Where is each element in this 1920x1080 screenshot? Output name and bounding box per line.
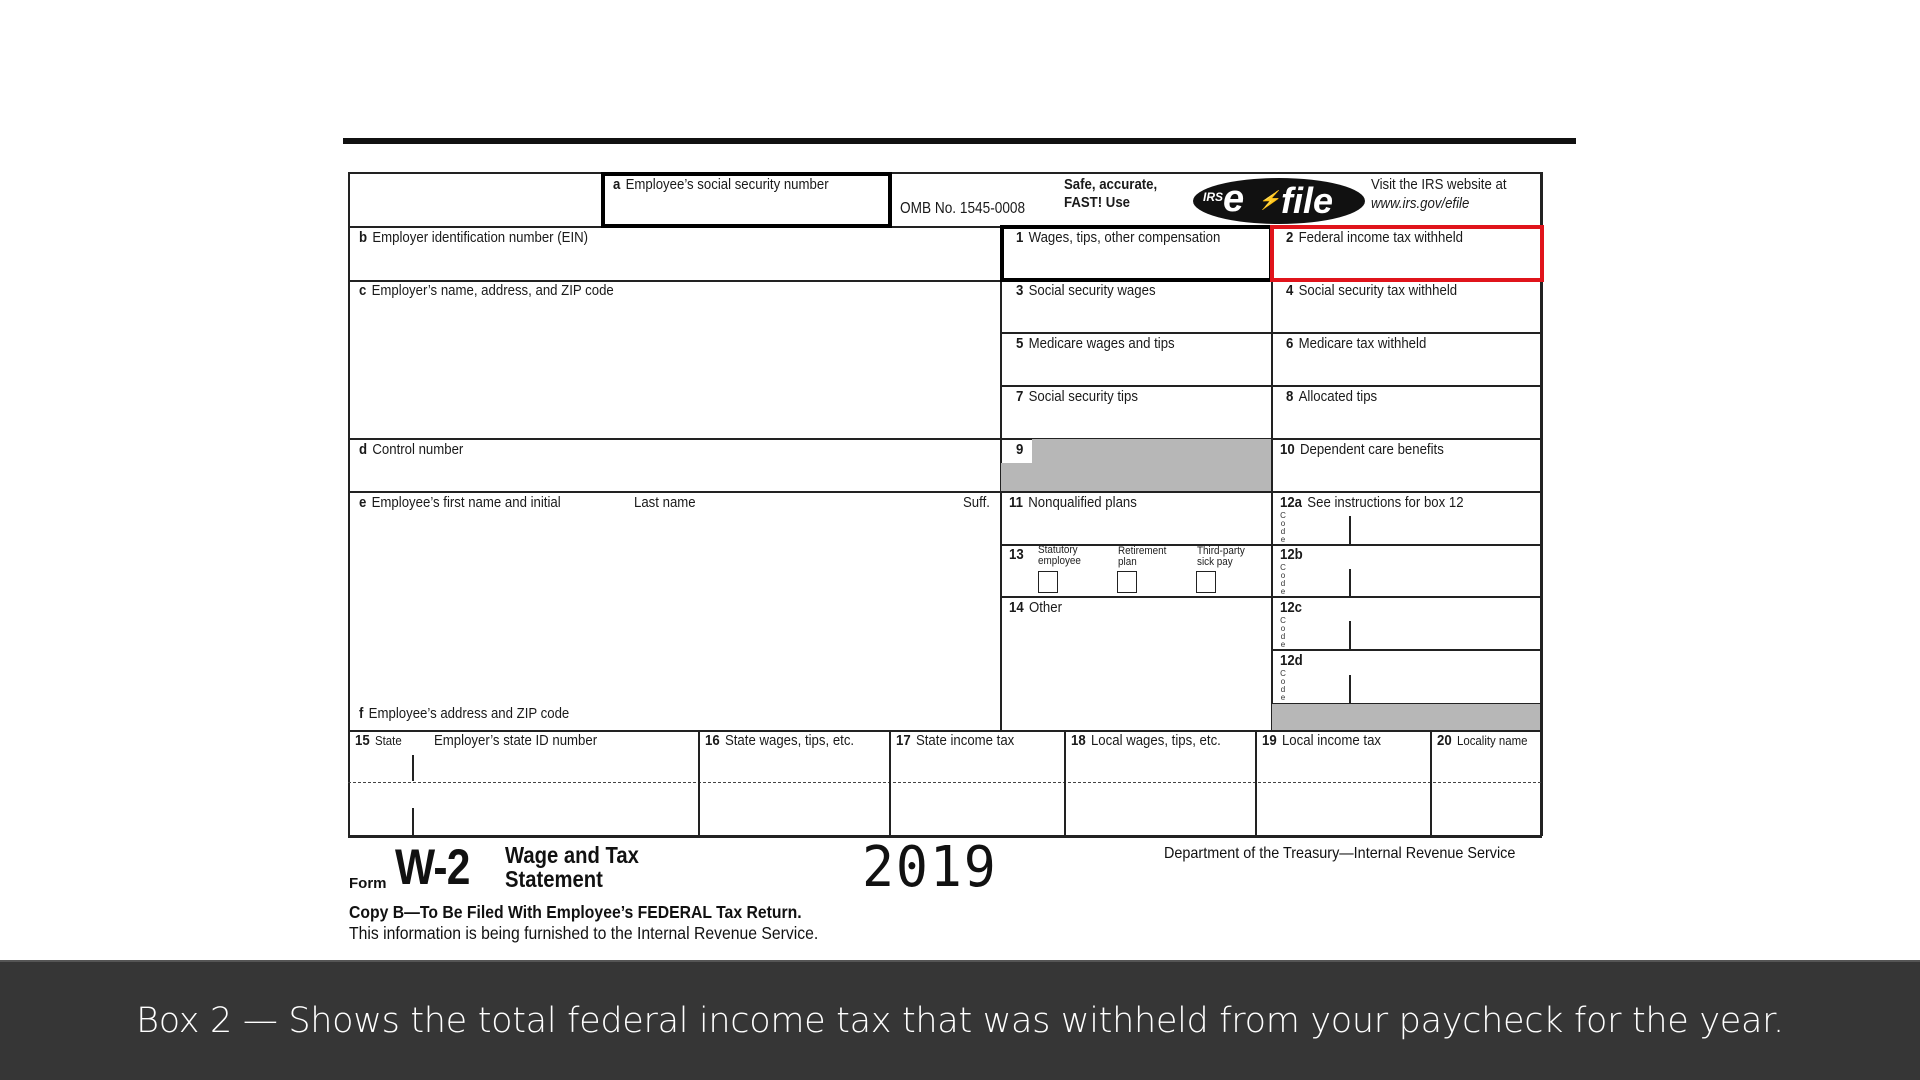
retirement-plan-label: Retirement plan [1118, 545, 1167, 568]
box-c-label: c Employer’s name, address, and ZIP code [359, 282, 614, 299]
box-7-label: 7 Social security tips [1016, 388, 1138, 405]
box-b-ein-field[interactable] [349, 228, 999, 279]
omb-number: OMB No. 1545-0008 [900, 200, 1026, 217]
top-rule [343, 138, 1576, 144]
box-16-label: 16 State wages, tips, etc. [705, 732, 855, 749]
box-c-employer-field[interactable] [349, 281, 999, 437]
form-name-w2: W-2 [395, 839, 470, 895]
box-15-state-id-label: Employer’s state ID number [434, 732, 598, 749]
caption-bar [0, 960, 1920, 1080]
form-top-border [348, 172, 1542, 174]
irs-website-note: Visit the IRS website at www.irs.gov/efile [1371, 176, 1507, 212]
copy-b-notice: Copy B—To Be Filed With Employee’s FEDERAL Tax Return. [349, 902, 802, 922]
box-f-label: f Employee’s address and ZIP code [359, 705, 570, 722]
furnished-notice: This information is being furnished to the Internal Revenue Service. [349, 923, 819, 943]
box-6-label: 6 Medicare tax withheld [1286, 335, 1427, 352]
box-15-label: 15 State [355, 732, 402, 749]
box-5-label: 5 Medicare wages and tips [1016, 335, 1175, 352]
last-name-label: Last name [634, 494, 696, 511]
box-a-label: a Employee’s social security number [613, 176, 829, 193]
box-b-label: b Employer identification number (EIN) [359, 229, 589, 246]
tax-year: 2019 [862, 835, 998, 900]
box-14-label: 14 Other [1009, 599, 1062, 616]
box-e-employee-field[interactable] [349, 492, 999, 692]
box-4-label: 4 Social security tax withheld [1286, 282, 1458, 299]
lightning-icon: ⚡ [1258, 190, 1281, 210]
box-11-label: 11 Nonqualified plans [1009, 494, 1137, 511]
box-18-label: 18 Local wages, tips, etc. [1071, 732, 1221, 749]
third-party-sick-pay-checkbox[interactable] [1196, 571, 1216, 593]
form-word: Form [349, 875, 387, 892]
code-label-12d: C o d e [1280, 669, 1286, 702]
box-3-label: 3 Social security wages [1016, 282, 1156, 299]
box-1-label: 1 Wages, tips, other compensation [1016, 229, 1221, 246]
box-8-label: 8 Allocated tips [1286, 388, 1378, 405]
retirement-plan-checkbox[interactable] [1117, 571, 1137, 593]
box-d-control-field[interactable] [349, 439, 999, 490]
box-20-label: 20 Locality name [1437, 732, 1528, 749]
department-label: Department of the Treasury—Internal Revenue Service [1164, 845, 1516, 862]
statutory-employee-label: Statutory employee [1038, 544, 1081, 567]
suffix-label: Suff. [963, 494, 990, 511]
irs-efile-logo: IRS e ⚡ file [1193, 178, 1365, 224]
box-d-label: d Control number [359, 441, 464, 458]
box-19-label: 19 Local income tax [1262, 732, 1382, 749]
box-12-shaded [1272, 704, 1540, 730]
efile-promo: Safe, accurate, FAST! Use [1064, 176, 1158, 211]
code-label-12a: C o d e [1280, 511, 1286, 544]
box-17-label: 17 State income tax [896, 732, 1015, 749]
box-12a-label: 12a See instructions for box 12 [1280, 494, 1464, 511]
statutory-employee-checkbox[interactable] [1038, 571, 1058, 593]
box-e-label: e Employee’s first name and initial [359, 494, 561, 511]
code-label-12c: C o d e [1280, 616, 1286, 649]
form-title: Wage and Tax Statement [505, 842, 639, 892]
box-13-label: 13 [1009, 546, 1024, 563]
third-party-sick-pay-label: Third-party sick pay [1197, 545, 1245, 568]
box-2-label: 2 Federal income tax withheld [1286, 229, 1463, 246]
box-12b-label: 12b [1280, 546, 1303, 563]
box-9-label: 9 [1016, 441, 1024, 458]
box-9-shaded [1032, 439, 1271, 491]
code-label-12b: C o d e [1280, 563, 1286, 596]
caption-text: Box 2 — Shows the total federal income tax that was withheld from your paycheck for the year. [136, 1001, 1784, 1041]
box-12c-label: 12c [1280, 599, 1303, 616]
box-12d-label: 12d [1280, 652, 1303, 669]
box-10-label: 10 Dependent care benefits [1280, 441, 1444, 458]
